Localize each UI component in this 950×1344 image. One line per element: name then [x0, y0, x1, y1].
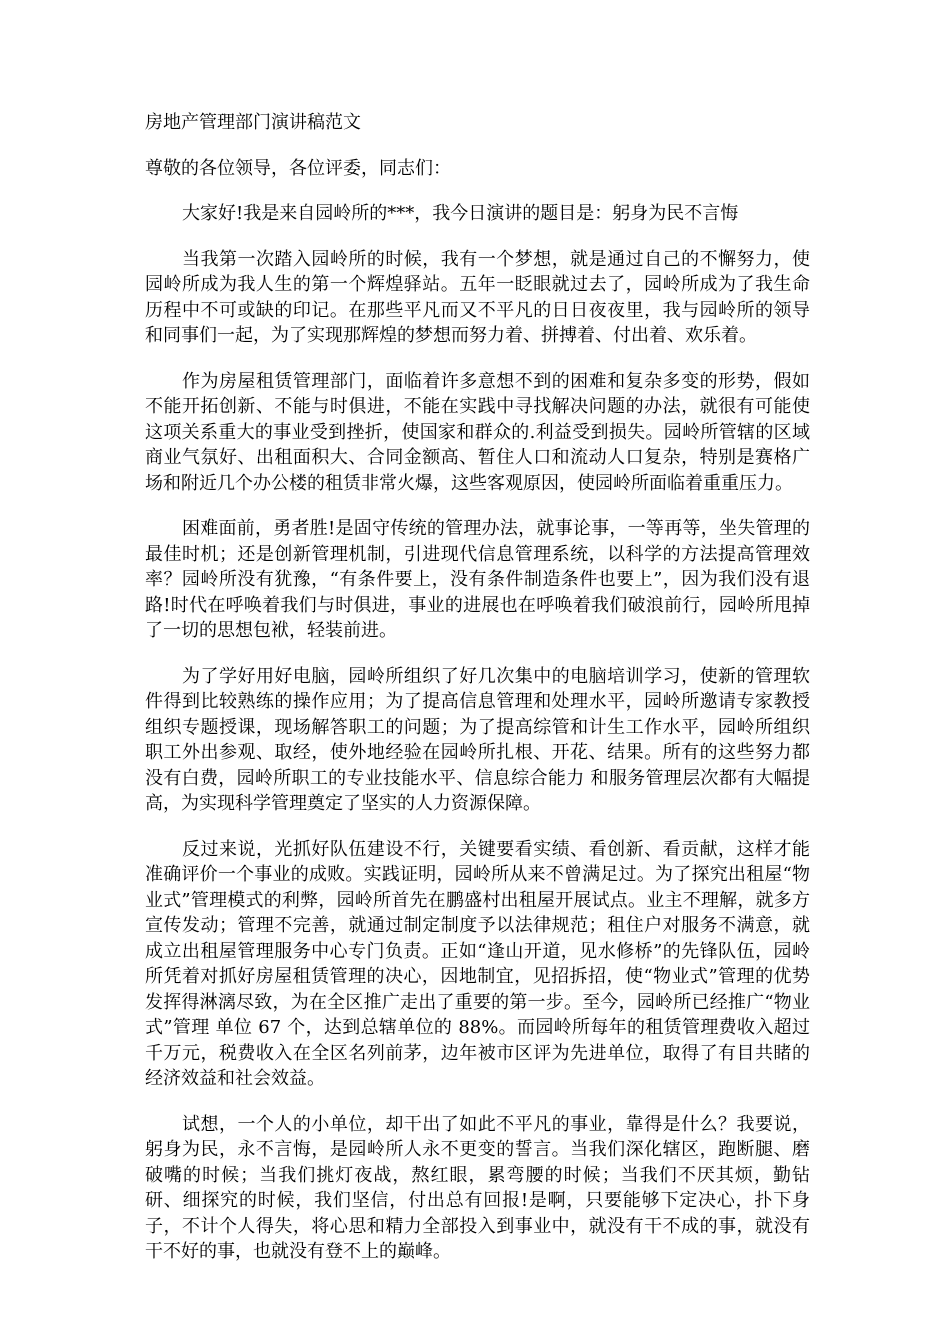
paragraph-innovation: 困难面前，勇者胜!是固守传统的管理办法，就事论事，一等再等，坐失管理的最佳时机；还是创新管理机制，引进现代信息管理系统，以科学的方法提高管理效率？园岭所没有犹豫，“有条件要上，没有条件制造条件也要上”，因为我们没有退路!时代在呼唤着我们与时俱进，事业的进展也在呼唤着我们破浪前行，园岭所甩掉了一切的思想包袱，轻装前进。 — [145, 518, 810, 641]
paragraph-results: 反过来说，光抓好队伍建设不行，关键要看实绩、看创新、看贡献，这样才能准确评价一个事业的成败。实践证明，园岭所从来不曾满足过。为了探究出租屋“物业式”管理模式的利弊，园岭所首先在鹏盛村出租屋开展试点。业主不理解，就多方宣传发动；管理不完善，就通过制定制度予以法律规范；租住户对服务不满意，就成立出租屋管理服务中心专门负责。正如“逢山开道，见水修桥”的先锋队伍，园岭所凭着对抓好房屋租赁管理的决心，因地制宜，见招拆招，使“物业式”管理的优势发挥得淋漓尽致，为在全区推广走出了重要的第一步。至今，园岭所已经推广“物业式”管理 单位 67 个，达到总辖单位的 88%。而园岭所每年的租赁管理费收入超过千万元，税费收入在全区名列前茅，边年被市区评为先进单位，取得了有目共睹的经济效益和社会效益。 — [145, 838, 810, 1089]
paragraph-intro: 大家好!我是来自园岭所的***，我今日演讲的题目是：躬身为民不言悔 — [182, 203, 739, 224]
paragraph-training: 为了学好用好电脑，园岭所组织了好几次集中的电脑培训学习，使新的管理软件得到比较熟练的操作应用；为了提高信息管理和处理水平，园岭所邀请专家教授组织专题授课，现场解答职工的问题；为了提高综管和计生工作水平，园岭所组织职工外出参观、取经，使外地经验在园岭所扎根、开花、结果。所有的这些努力都没有白费，园岭所职工的专业技能水平、信息综合能力 和服务管理层次都有大幅提高，为实现科学管理奠定了坚实的人力资源保障。 — [145, 665, 810, 814]
greeting-line: 尊敬的各位领导，各位评委，同志们： — [145, 157, 451, 179]
paragraph-dream: 当我第一次踏入园岭所的时候，我有一个梦想，就是通过自己的不懈努力，使园岭所成为我人生的第一个辉煌驿站。五年一眨眼就过去了，园岭所成为了我生命历程中不可或缺的印记。在那些平凡而又不平凡的日日夜夜里，我与园岭所的领导和同事们一起，为了实现那辉煌的梦想而努力着、拼搏着、付出着、欢乐着。 — [145, 248, 810, 346]
paragraph-conclusion: 试想，一个人的小单位，却干出了如此不平凡的事业，靠得是什么？我要说，躬身为民，永不言悔，是园岭所人永不更变的誓言。当我们深化辖区，跑断腿、磨破嘴的时候；当我们挑灯夜战，熬红眼，累弯腰的时候；当我们不厌其烦，勤钻研、细探究的时候，我们坚信，付出总有回报!是啊，只要能够下定决心，扑下身子，不计个人得失，将心思和精力全部投入到事业中，就没有干不成的事，就没有干不好的事，也就没有登不上的巅峰。 — [145, 1113, 810, 1262]
paragraph-challenges: 作为房屋租赁管理部门，面临着许多意想不到的困难和复杂多变的形势，假如不能开拓创新、不能与时俱进，不能在实践中寻找解决问题的办法，就很有可能使这项关系重大的事业受到挫折，使国家和群众的.利益受到损失。园岭所管辖的区域商业气氛好、出租面积大、合同金额高、暂住人口和流动人口复杂，特别是赛格广场和附近几个办公楼的租赁非常火爆，这些客观原因，使园岭所面临着重重压力。 — [145, 370, 810, 494]
document-title: 房地产管理部门演讲稿范文 — [145, 112, 361, 133]
document-body — [145, 110, 810, 1285]
